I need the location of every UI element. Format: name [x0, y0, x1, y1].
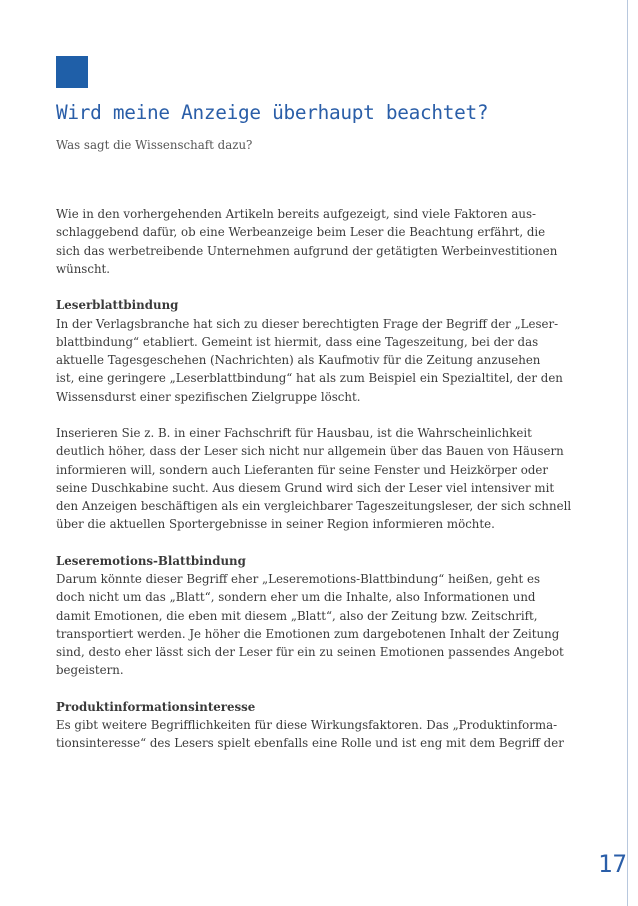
text-line: Wie in den vorhergehenden Artikeln bereits aufgezeigt, sind viele Faktoren aus-	[56, 207, 537, 221]
section-heading-leserblattbindung: Leserblattbindung	[56, 298, 179, 313]
text-line: über die aktuellen Sportergebnisse in seiner Region informieren möchte.	[56, 517, 495, 532]
page-edge-line	[627, 0, 628, 906]
text-line: seine Duschkabine sucht. Aus diesem Grund wird sich der Leser viel intensiver mit	[56, 480, 555, 495]
text-line: sich das werbetreibende Unternehmen aufgrund der getätigten Werbeinvestitionen	[56, 243, 558, 258]
paragraph-gap	[56, 680, 576, 698]
text-line: Inserieren Sie z. B. in einer Fachschrift für Hausbau, ist die Wahrscheinlichkeit	[56, 426, 532, 440]
text-line: tionsinteresse“ des Lesers spielt ebenfalls eine Rolle und ist eng mit dem Begriff der	[56, 736, 564, 751]
page-title: Wird meine Anzeige überhaupt beachtet?	[56, 101, 489, 124]
text-line: aktuelle Tagesgeschehen (Nachrichten) als Kaufmotiv für die Zeitung anzusehen	[56, 353, 541, 367]
text-line: den Anzeigen beschäftigen als ein vergleichbarer Tageszeitungsleser, der sich schnell	[56, 499, 572, 513]
section-heading-leseremotions-blattbindung: Leseremotions-Blattbindung	[56, 553, 246, 568]
page-number: 17	[598, 850, 627, 878]
text-line: damit Emotionen, die eben mit diesem „Blatt“, also der Zeitung bzw. Zeitschrift,	[56, 608, 538, 623]
text-line: sind, desto eher lässt sich der Leser für ein zu seinen Emotionen passendes Angebot	[56, 645, 564, 659]
text-line: ist, eine geringere „Leserblattbindung“ hat als zum Beispiel ein Spezialtitel, der den	[56, 371, 563, 386]
text-line: informieren will, sondern auch Lieferanten für seine Fenster und Heizkörper oder	[56, 462, 549, 477]
text-line: blattbindung“ etabliert. Gemeint ist hiermit, dass eine Tageszeitung, bei der das	[56, 334, 539, 349]
text-line: schlaggebend dafür, ob eine Werbeanzeige beim Leser die Beachtung erfährt, die	[56, 225, 546, 240]
article-body	[56, 205, 576, 753]
paragraph-gap	[56, 534, 576, 552]
paragraph-gap	[56, 406, 576, 424]
decorative-blue-square	[56, 56, 88, 88]
paragraph-gap	[56, 278, 576, 296]
text-line: wünscht.	[56, 261, 111, 276]
page-subtitle: Was sagt die Wissenschaft dazu?	[56, 138, 253, 152]
text-line: transportiert werden. Je höher die Emotionen zum dargebotenen Inhalt der Zeitung	[56, 626, 560, 641]
text-line: deutlich höher, dass der Leser sich nicht nur allgemein über das Bauen von Häusern	[56, 444, 564, 459]
text-line: doch nicht um das „Blatt“, sondern eher um die Inhalte, also Informationen und	[56, 590, 536, 605]
text-line: Es gibt weitere Begrifflichkeiten für diese Wirkungsfaktoren. Das „Produktinforma-	[56, 718, 558, 732]
text-line: begeistern.	[56, 663, 124, 678]
text-line: In der Verlagsbranche hat sich zu dieser berechtigten Frage der Begriff der „Leser-	[56, 316, 559, 331]
text-line: Wissensdurst einer spezifischen Zielgruppe löscht.	[56, 389, 361, 404]
section-heading-produktinformationsinteresse: Produktinformationsinteresse	[56, 699, 256, 714]
text-line: Darum könnte dieser Begriff eher „Leseremotions-Blattbindung“ heißen, geht es	[56, 572, 541, 586]
